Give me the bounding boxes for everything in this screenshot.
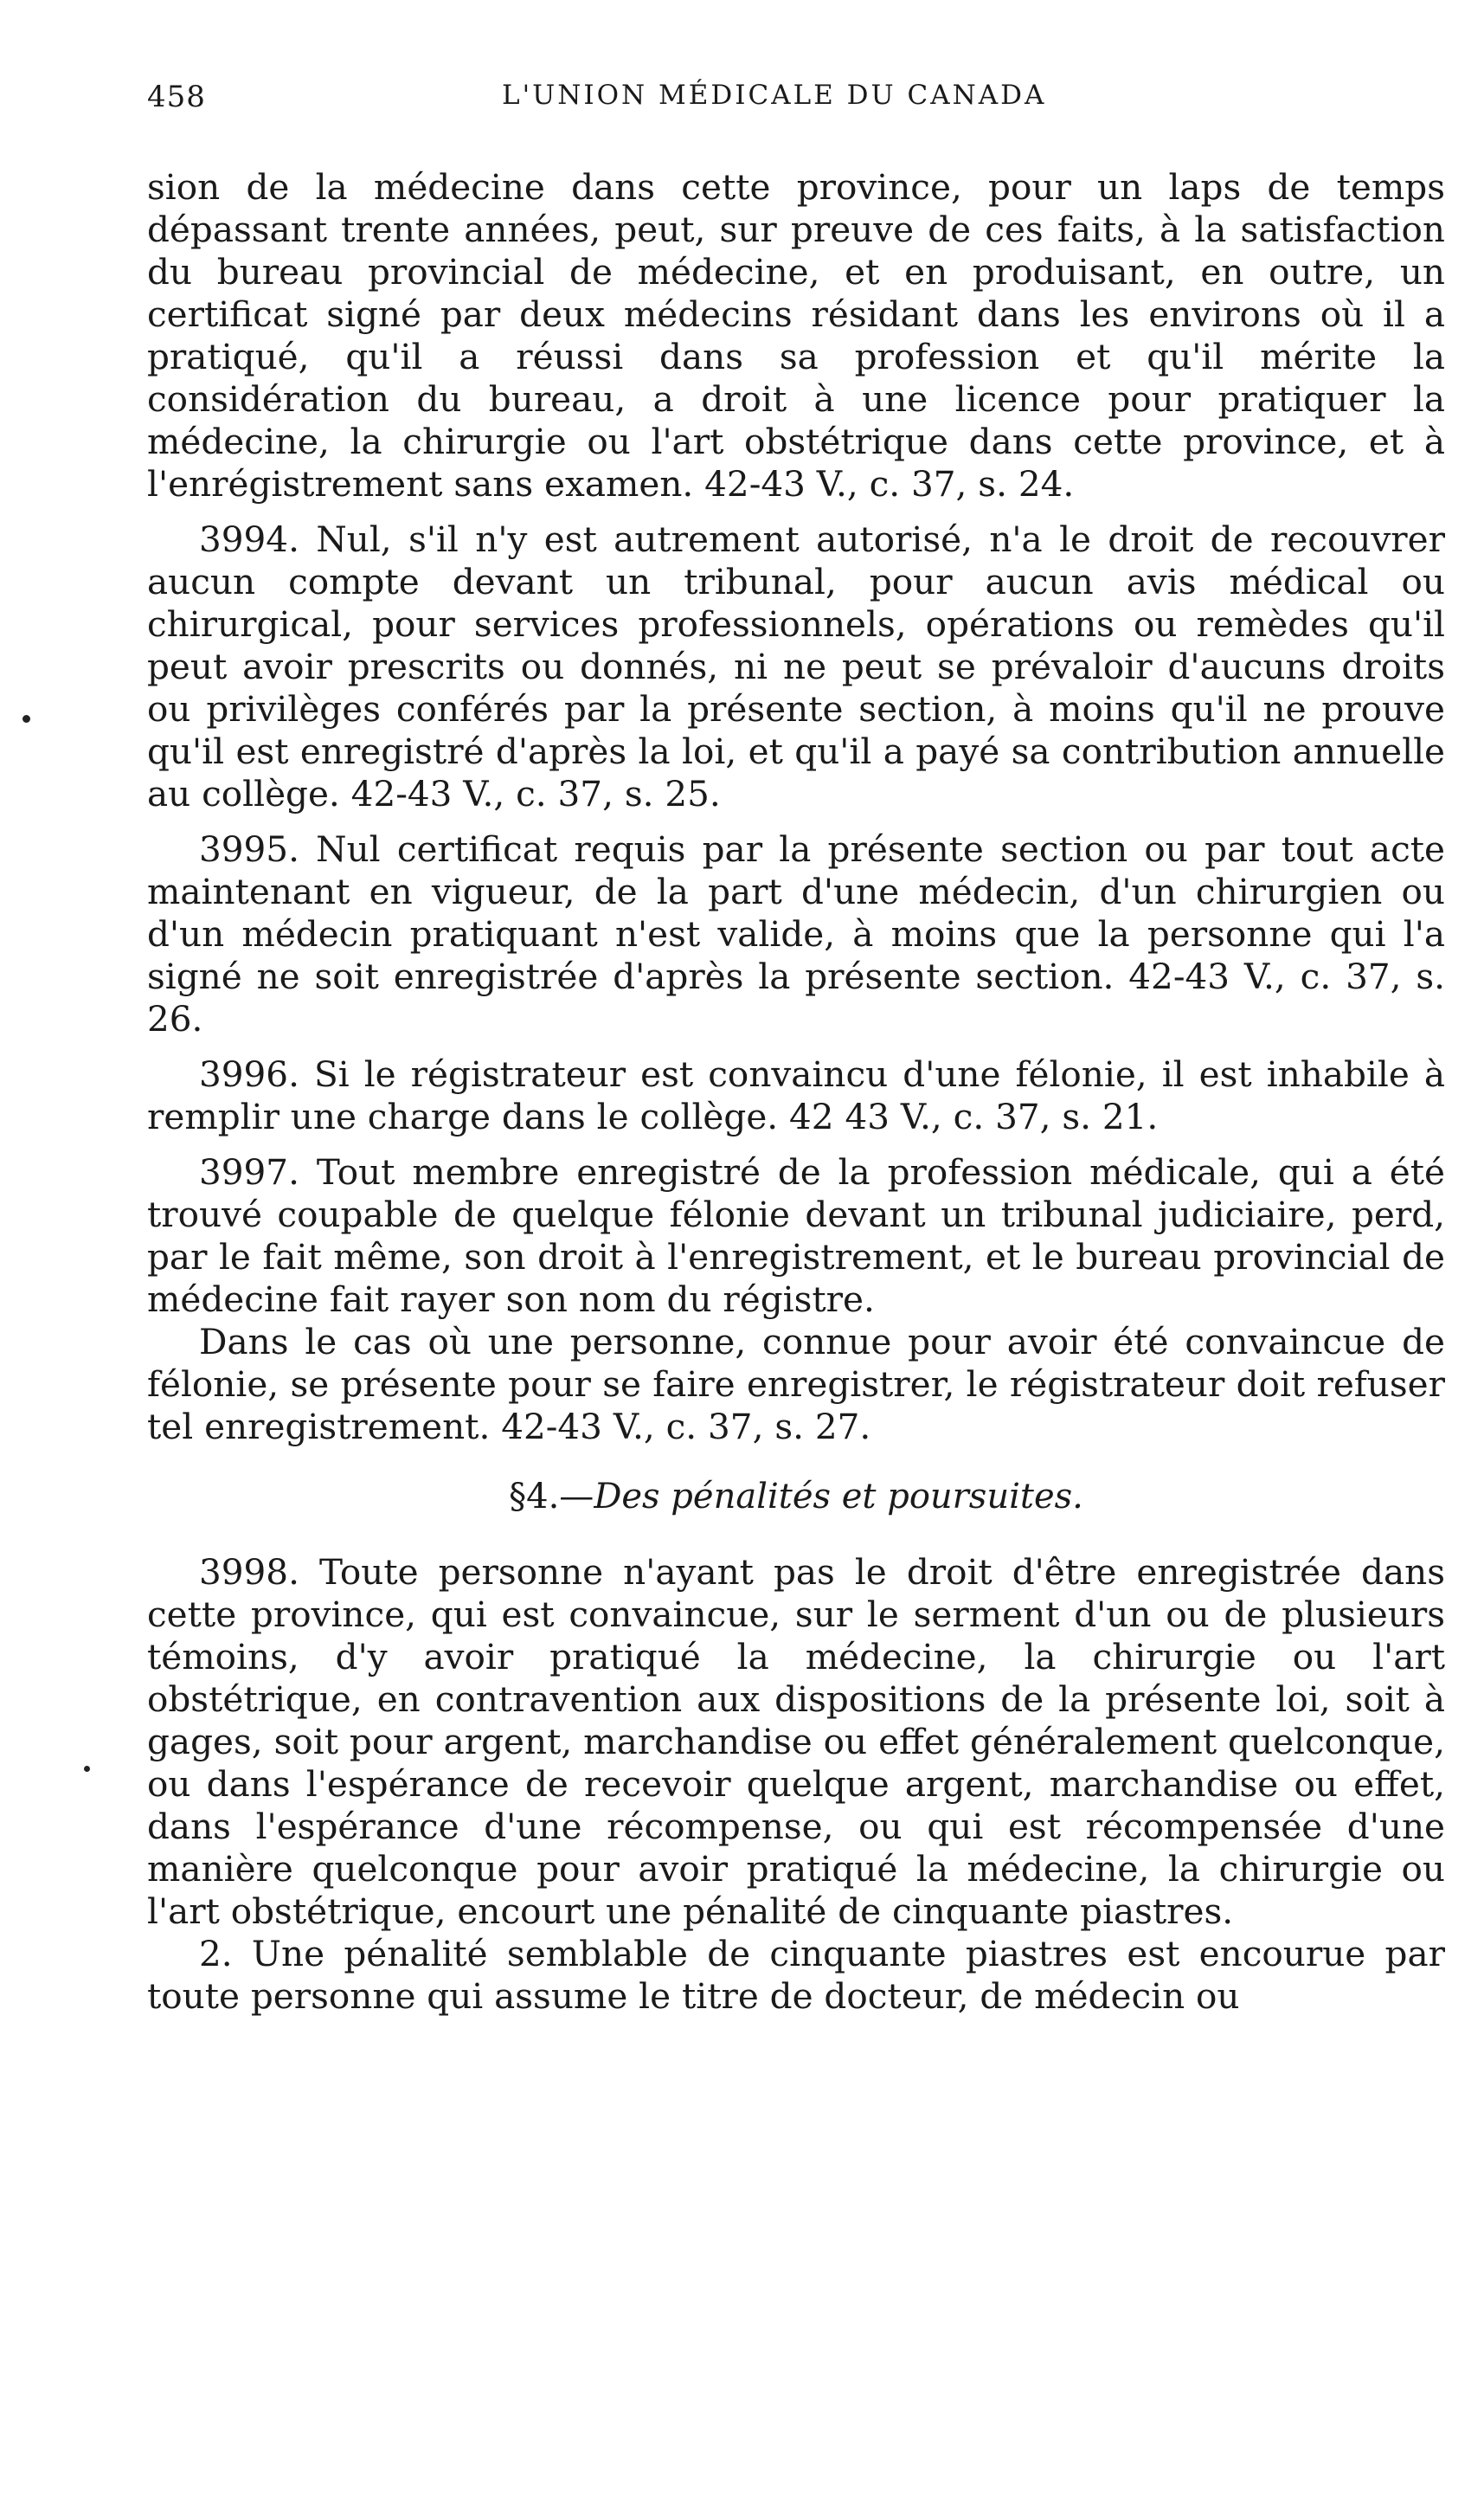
paragraph-3997: 3997. Tout membre enregistré de la profession médicale, qui a été trouvé coupable de quelque félonie devant un tribunal judiciaire, perd, par le fait même, son droit à l'enregistrement, et le bureau provincial de médecine fait rayer son nom du régistre. [147,1151,1445,1320]
paragraph-3996: 3996. Si le régistrateur est convaincu d'une félonie, il est inhabile à remplir une charge dans le collège. 42 43 V., c. 37, s. 21. [147,1053,1445,1137]
margin-dot-mark [22,715,30,723]
paragraph-3997-continued: Dans le cas où une personne, connue pour avoir été convaincue de félonie, se présente pour se faire enregistrer, le régistrateur doit refuser tel enregistrement. 42-43 V., c. 37, s. 27. [147,1321,1445,1447]
paragraph-continuation: sion de la médecine dans cette province, pour un laps de temps dépassant trente années, peut, sur preuve de ces faits, à la satisfaction du bureau provincial de médecine, et en produisant, en outre, un certificat signé par deux médecins résidant dans les environs où il a pratiqué, qu'il a réussi dans sa profession et qu'il mérite la considération du bureau, a droit à une licence pour pratiquer la médecine, la chirurgie ou l'art obstétrique dans cette province, et à l'enrégistrement sans examen. 42-43 V., c. 37, s. 24. [147,166,1445,505]
section-heading [147,1476,1445,1518]
body-text [147,166,1445,2018]
page-number: 458 [147,80,206,114]
paragraph-3998: 3998. Toute personne n'ayant pas le droit d'être enregistrée dans cette province, qui est convaincue, sur le serment d'un ou de plusieurs témoins, d'y avoir pratiqué la médecine, la chirurgie ou l'art obstétrique, en contravention aux dispositions de la présente loi, soit à gages, soit pour argent, marchandise ou effet généralement quelconque, ou dans l'espérance de recevoir quelque argent, marchandise ou effet, dans l'espérance d'une récompense, ou qui est récompensée d'une manière quelconque pour avoir pratiqué la médecine, la chirurgie ou l'art obstétrique, encourt une pénalité de cinquante piastres. [147,1551,1445,1932]
running-header [147,80,1445,132]
running-title: L'UNION MÉDICALE DU CANADA [502,80,1047,111]
section-title: Des pénalités et poursuites. [594,1477,1083,1517]
section-number: §4.— [509,1477,594,1517]
page [147,80,1445,2031]
paragraph-3995: 3995. Nul certificat requis par la présente section ou par tout acte maintenant en vigueur, de la part d'une médecin, d'un chirurgien ou d'un médecin pratiquant n'est valide, à moins que la personne qui l'a signé ne soit enregistrée d'après la présente section. 42-43 V., c. 37, s. 26. [147,828,1445,1040]
paragraph-3994: 3994. Nul, s'il n'y est autrement autorisé, n'a le droit de recouvrer aucun compte devant un tribunal, pour aucun avis médical ou chirurgical, pour services professionnels, opérations ou remèdes qu'il peut avoir prescrits ou donnés, ni ne peut se prévaloir d'aucuns droits ou privilèges conférés par la présente section, à moins qu'il ne prouve qu'il est enregistré d'après la loi, et qu'il a payé sa contribution annuelle au collège. 42-43 V., c. 37, s. 25. [147,518,1445,815]
margin-dot-mark [84,1766,90,1772]
paragraph-3998-subsection-2: 2. Une pénalité semblable de cinquante piastres est encourue par toute personne qui assume le titre de docteur, de médecin ou [147,1933,1445,2017]
